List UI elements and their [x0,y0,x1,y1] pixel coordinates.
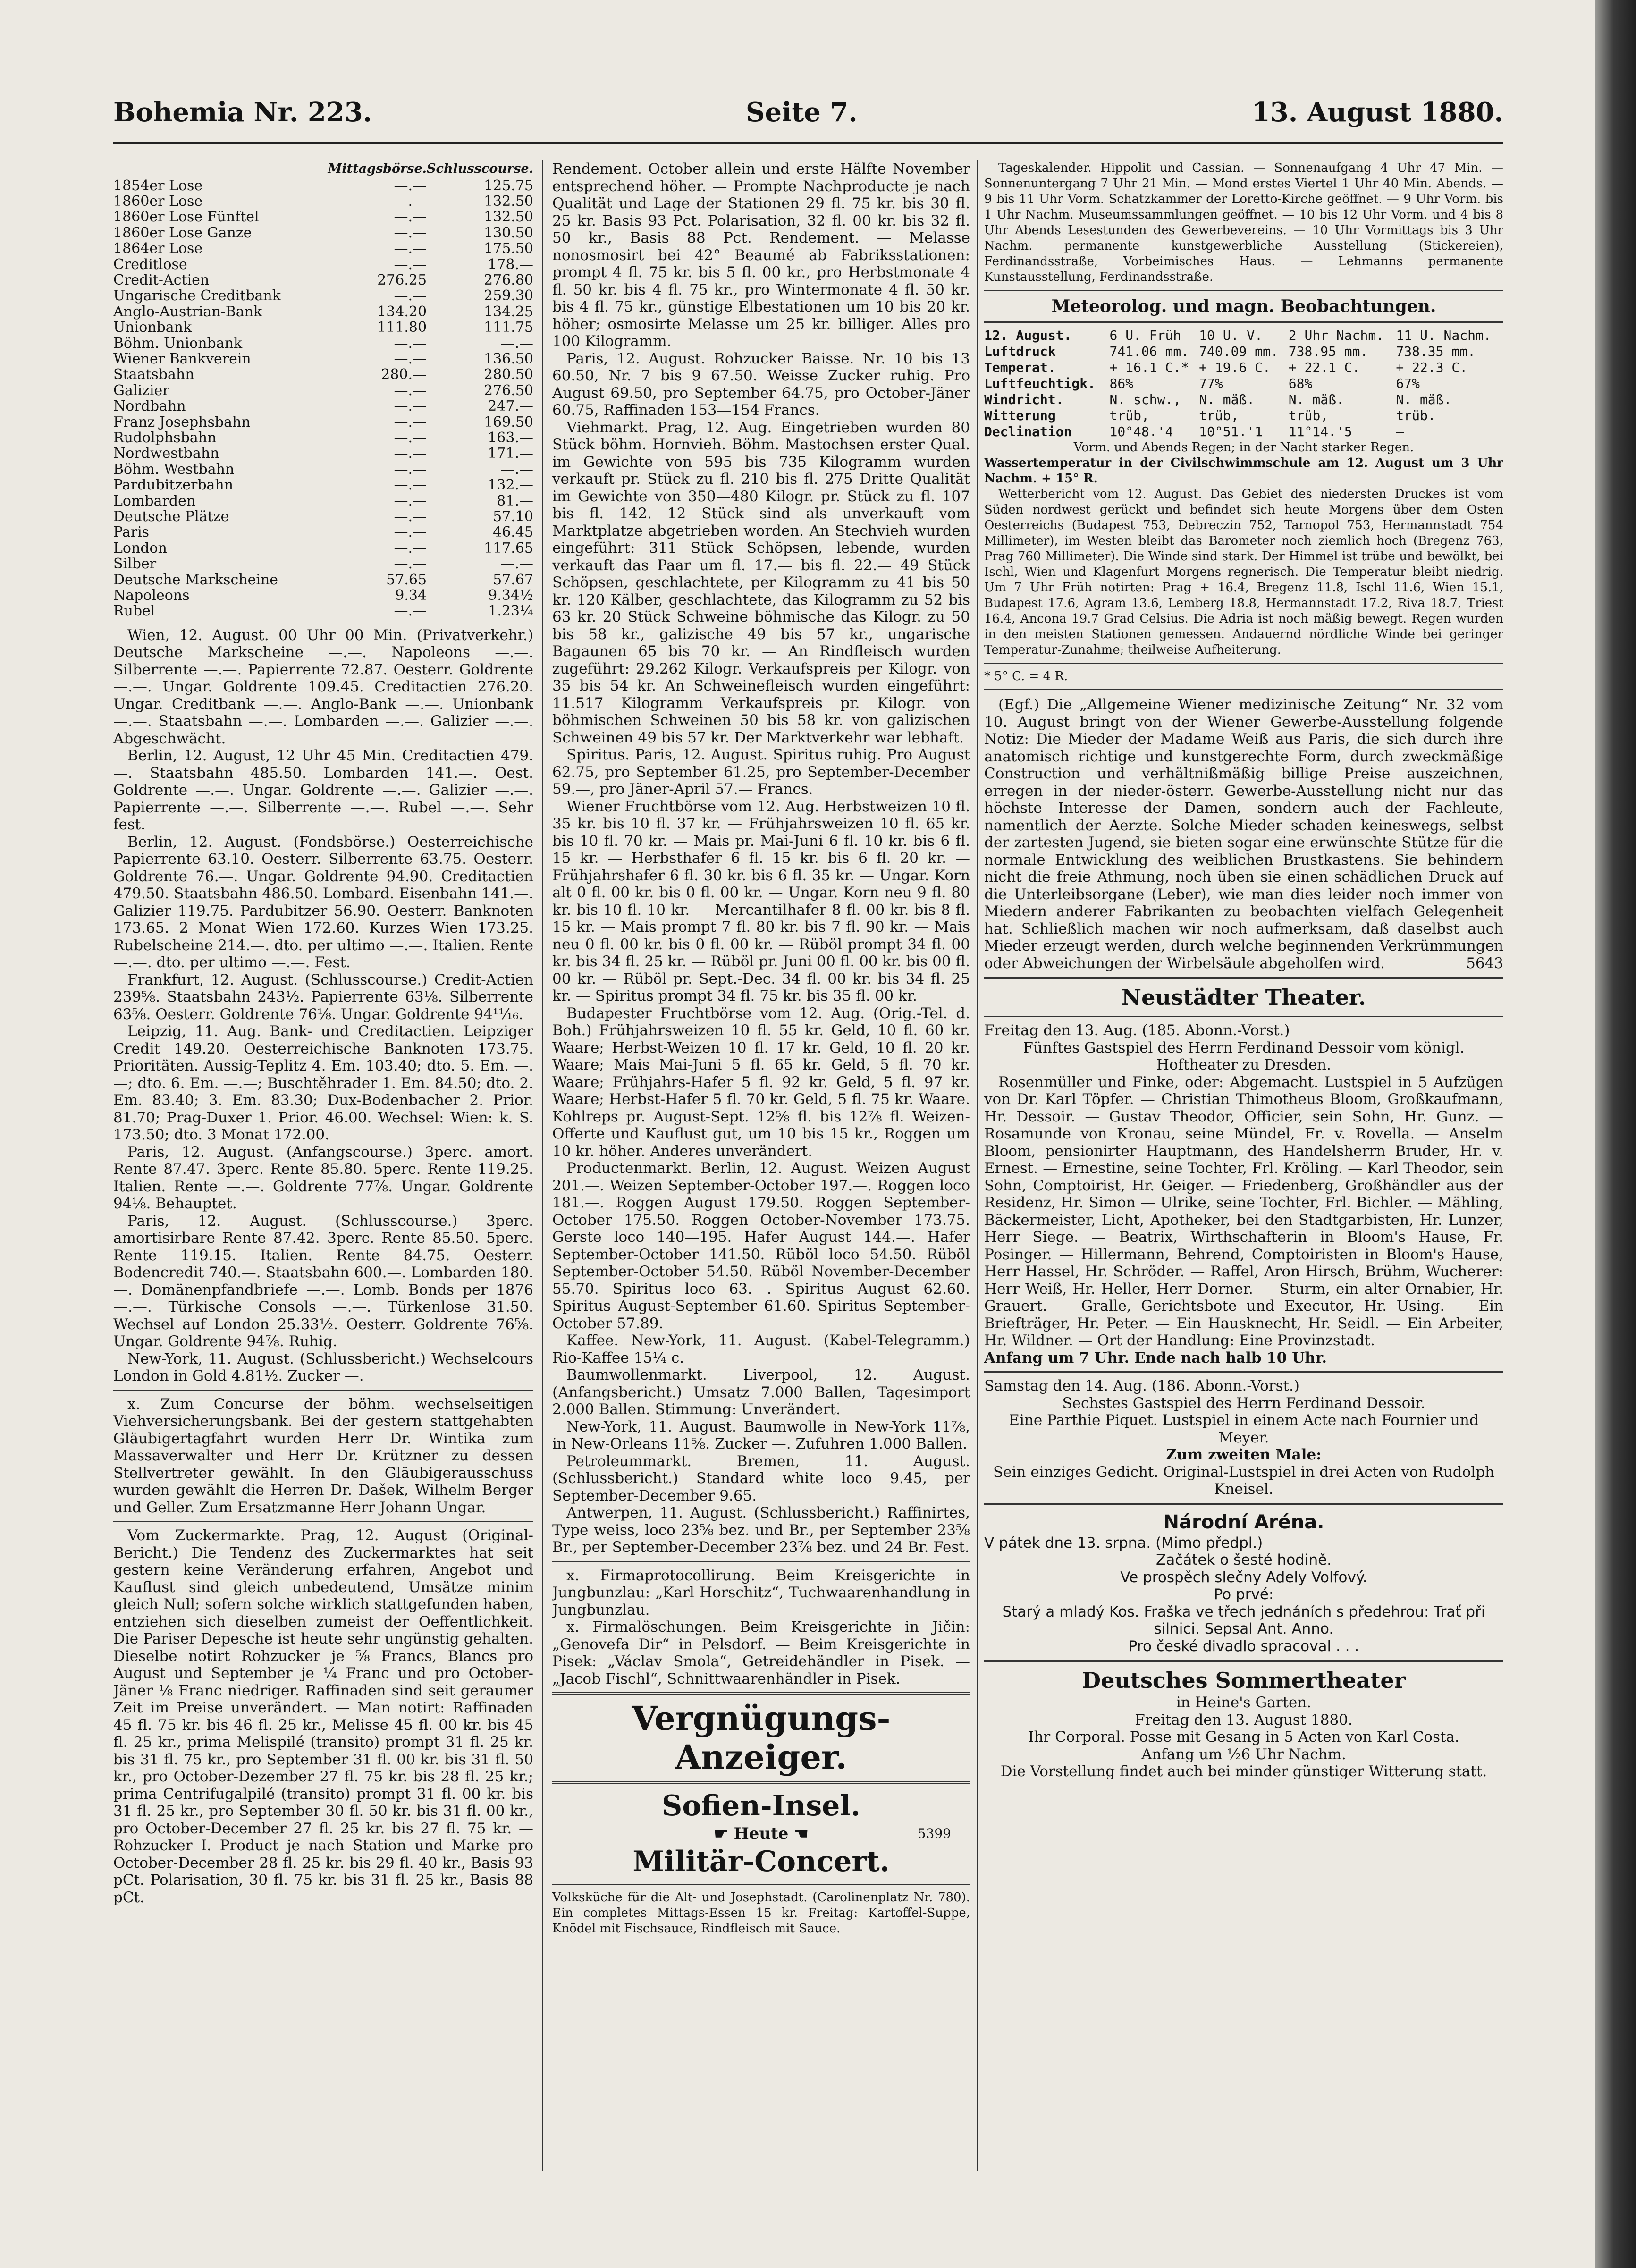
meteorology-cell: + 22.1 C. [1288,360,1360,375]
meteorology-cell: Witterung [984,408,1056,423]
meteorology-cell: 741.06 mm. [1109,344,1189,359]
notice-mieder-text: (Egf.) Die „Allgemeine Wiener medizinische Zeitung“ Nr. 32 vom 10. August bringt von der Wiener Gewerbe-Ausstellung folgende Notiz: Die Mieder der Madame Weiß aus Paris, die sich durch ihre anatomisch richtige und kunstgerechte Form, durch zweckmäßige Construction und verhältnißmäßig billige Preise auszeichnen, erregen in der nieder-österr. Gewerbe-Ausstellung nicht nur das höchste Interesse der Damen, sondern auch der Fachleute, namentlich der Aerzte. Solche Mieder schaden keineswegs, selbst der zartesten Jugend, sie bieten sogar eine erwünschte Stütze für die normale Entwicklung des weiblichen Brustkastens. Sie behindern nicht die freie Athmung, noch üben sie einen schädlichen Druck auf die Unterleibsorgane (Leber), wie man dies leider noch immer von Miedern anderer Fabrikanten zu beobachten vielfach Gelegenheit hat. Schließlich machen wir noch aufmerksam, daß daselbst auch Mieder erzeugt werden, durch welche beginnenden Verkrümmungen oder Abweichungen der Wirbelsäule abgeholfen wird. [984,696,1503,972]
meteorology-cell: 10 U. V. [1199,328,1263,343]
report-paris-sugar: Paris, 12. August. Rohzucker Baisse. Nr. 10 bis 13 60.50, Nr. 7 bis 9 67.50. Weisse Zucker ruhig. Pro August 69.50, pro September 64.75, pro October-Jäner 60.75, Raffinaden 153—154 Francs. [552,350,970,419]
meteorology-cell: trüb, [1199,408,1239,423]
arena-line: V pátek dne 13. srpna. (Mimo předpl.) [984,1534,1263,1551]
quote-close: 276.80 [484,271,533,288]
report-productenmarkt: Productenmarkt. Berlin, 12. August. Weizen August 201.—. Weizen September-October 197.—. Roggen loco 181.—. Roggen August 179.50. Roggen September-October 175.50. Roggen October-November 173.75. Gerste loco 140—195. Hafer August 144.—. Hafer September-October 141.50. Rüböl loco 54.50. Rüböl September-October 54.50. Rüböl November-December 55.70. Spiritus loco 63.—. Spiritus August 62.60. Spiritus August-September 61.60. Spiritus September-October 57.89. [552,1160,970,1332]
ad-volkskueche: Volksküche für die Alt- und Josephstadt. (Carolinenplatz Nr. 780). Ein completes Mittags-Essen 15 kr. Freitag: Kartoffel-Suppe, Knödel mit Fischsauce, Rindfleisch mit Sauce. [552,1890,970,1936]
quote-name: Wiener Bankverein [113,351,251,367]
ad-number: 5399 [917,1826,951,1841]
report-new-york: New-York, 11. August. (Schlussbericht.) Wechselcours London in Gold 4.81½. Zucker —. [113,1350,533,1385]
quote-row [113,446,533,461]
divider [984,1016,1503,1017]
quote-name: Staatsbahn [113,367,194,383]
sugar-continued: Rendement. October allein und erste Hälfte November entsprechend höher. — Prompte Nachproducte je nach Qualität und Lage der Stationen 29 fl. 75 kr. bis 30 fl. 25 kr. Basis 93 Pct. Polarisation, 32 fl. 00 kr. bis 32 fl. 50 kr., Basis 88 Pct. Rendement. — Melasse nonosmosirt bei 42° Beaumé ab Fabriksstationen: prompt 4 fl. 75 kr. bis 5 fl. 00 kr., pro Herbstmonate 4 fl. 50 kr. bis 4 fl. 75 kr., pro Wintermonate 4 fl. 50 kr. bis 4 fl. 75 kr., günstige Elbestationen um 10 bis 20 kr. höher; osmosirte Melasse um 25 kr. billiger. Alles pro 100 Kilogramm. [552,160,970,350]
notice-firmaprotocollirung: x. Firmaprotocollirung. Beim Kreisgerichte in Jungbunzlau: „Karl Horschitz“, Tuchwaarenhandlung in Jungbunzlau. [552,1567,970,1619]
quote-mid: —.— [394,287,427,304]
ad-sofien-insel-title: Sofien-Insel. [662,1789,860,1822]
quote-close: —.— [500,556,533,573]
meteorology-row [984,424,1503,440]
divider [113,1390,533,1391]
quote-row [113,414,533,430]
quote-mid: —.— [394,398,427,415]
quote-close: 163.— [488,430,533,446]
pointing-hand-icon: ☛ [714,1824,734,1843]
notice-number: 5643 [1466,954,1503,972]
quote-name: Unionbank [113,320,192,336]
arena-title: Národní Aréna. [1163,1511,1324,1533]
masthead-rule [113,142,1503,144]
report-baumwolle: Baumwollenmarkt. Liverpool, 12. August. (Anfangsbericht.) Umsatz 7.000 Ballen, Tagesimport 2.000 Ballen. Stimmung: Unverändert. [552,1366,970,1418]
quote-mid: —.— [394,193,427,210]
quote-close: 171.— [488,445,533,462]
column-3 [984,160,1503,2190]
masthead-issue: Bohemia Nr. 223. [113,97,372,128]
arena-line: Po prvé: [1214,1586,1274,1603]
quote-close: 117.65 [484,540,533,556]
theater-line: Sein einziges Gedicht. Original-Lustspiel in drei Acten von Rudolph Kneisel. [993,1463,1494,1498]
quote-mid: —.— [394,603,427,620]
quote-name: Franz Josephsbahn [113,414,251,430]
report-paris-close: Paris, 12. August. (Schlusscourse.) 3perc. amortisirbare Rente 87.42. 3perc. Rente 85.50. 5perc. Rente 119.15. Italien. Rente 84.75. Oesterr. Bodencredit 740.—. Staatsbahn 600.—. Lombarden 180.—. Domänenpfandbriefe —.—. Lomb. Bonds per 1876 —.—. Türkische Consols —.—. Türkenlose 31.50. Wechsel auf London 25.33½. Oesterr. Goldrente 76⅝. Ungar. Goldrente 94⅞. Ruhig. [113,1212,533,1350]
quote-row [113,304,533,320]
quote-name: 1864er Lose [113,241,203,257]
quote-close: 111.75 [484,319,533,336]
quote-row [113,367,533,382]
masthead-date: 13. August 1880. [1251,97,1503,128]
quote-close: 276.50 [484,382,533,399]
theater-neustaedter-title: Neustädter Theater. [1122,985,1366,1010]
meteorology-cell: 738.95 mm. [1288,344,1368,359]
quote-name: Silber [113,556,157,572]
divider [552,1781,970,1784]
theater-line: Zum zweiten Male: [1166,1446,1322,1463]
quote-close: 81.— [497,492,533,509]
theater-line: Fünftes Gastspiel des Herrn Ferdinand Dessoir vom königl. Hoftheater zu Dresden. [1023,1039,1465,1073]
report-berlin-fonds: Berlin, 12. August. (Fondsbörse.) Oesterreichische Papierrente 63.10. Oesterr. Silberrente 63.75. Oesterr. Goldrente 76.—. Ungar. Goldrente 94.90. Creditactien 479.50. Staatsbahn 486.50. Lombard. Eisenbahn 141.—. Galizier 119.75. Pardubitzer 56.90. Oesterr. Banknoten 173.65. 2 Monat Wien 172.60. Kurzes Wien 173.25. Rubelscheine 214.—. dto. per ultimo —.—. Italien. Rente —.—. dto. per ultimo —.—. Fest. [113,833,533,971]
report-kaffee: Kaffee. New-York, 11. August. (Kabel-Telegramm.) Rio-Kaffee 15¼ c. [552,1332,970,1366]
meteorology-cell: 77% [1199,376,1223,391]
quote-name: Rudolphsbahn [113,430,217,446]
quote-mid: —.— [394,508,427,525]
quote-mid: 9.34 [395,587,427,604]
pointing-hand-icon: ☚ [788,1824,809,1843]
meteorology-cell: 10°48.'4 [1109,424,1173,439]
page-edge-shadow [1595,0,1636,2268]
report-berlin: Berlin, 12. August, 12 Uhr 45 Min. Creditactien 479.—. Staatsbahn 485.50. Lombarden 141.—. Oest. Goldrente —.—. Ungar. Goldrente —.—. Galizier —.—. Papierrente —.—. Silberrente —.—. Rubel —.—. Sehr fest. [113,747,533,834]
quote-name: Lombarden [113,493,196,509]
ad-section-title: Vergnügungs-Anzeiger. [632,1699,891,1777]
quote-name: Böhm. Westbahn [113,461,235,478]
footnote: * 5° C. = 4 R. [984,669,1068,683]
quote-close: 136.50 [484,350,533,367]
quote-name: Rubel [113,603,155,619]
notice-mieder [984,696,1503,972]
quote-mid: —.— [394,177,427,194]
quote-row [113,540,533,556]
quote-row [113,336,533,351]
meteorology-cell: Windricht. [984,392,1064,407]
divider [113,1521,533,1522]
quote-mid: —.— [394,209,427,226]
report-wiener-fruchtboerse: Wiener Fruchtbörse vom 12. Aug. Herbstweizen 10 fl. 35 kr. bis 10 fl. 37 kr. — Frühjahrsweizen 10 fl. 65 kr. bis 10 fl. 70 kr. — Mais pr. Mai-Juni 6 fl. 10 kr. bis 6 fl. 15 kr. — Herbsthafer 6 fl. 15 kr. bis 6 fl. 20 kr. — Frühjahrshafer 6 fl. 30 kr. bis 6 fl. 35 kr. — Ungar. Korn alt 0 fl. 00 kr. bis 0 fl. 00 kr. — Ungar. Korn neu 9 fl. 80 kr. bis 10 fl. 10 kr. — Mercantilhafer 8 fl. 00 kr. bis 8 fl. 15 kr. — Mais prompt 7 fl. 80 kr. bis 7 fl. 90 kr. — Mais neu 0 fl. 00 kr. bis 0 fl. 00 kr. — Rüböl prompt 34 fl. 00 kr. bis 34 fl. 25 kr. — Rüböl pr. Juni 00 fl. 00 kr. bis 00 fl. 00 kr. — Rüböl pr. Sept.-Dec. 34 fl. 00 kr. bis 34 fl. 25 kr. — Spiritus prompt 34 fl. 75 kr. bis 35 fl. 00 kr. [552,798,970,1004]
quote-row [113,603,533,619]
meteorology-cell: + 22.3 C. [1396,360,1468,375]
quote-name: Credit-Actien [113,272,210,288]
meteorology-cell: 740.09 mm. [1199,344,1279,359]
quote-name: Böhm. Unionbank [113,335,243,351]
quote-name: Deutsche Markscheine [113,572,278,588]
divider [984,290,1503,291]
quotes-header-close: Schlusscourse. [427,161,533,176]
quote-row [113,477,533,493]
quote-name: 1860er Lose Fünftel [113,209,259,225]
quote-mid: —.— [394,256,427,273]
quote-close: 169.50 [484,413,533,430]
quote-name: Napoleons [113,588,190,604]
quote-name: 1854er Lose [113,177,203,194]
divider [984,1660,1503,1662]
meteorology-cell: N. mäß. [1288,392,1344,407]
wassertemperatur: Wassertemperatur in der Civilschwimmschule am 12. August um 3 Uhr Nachm. + 15° R. [984,456,1503,486]
quote-close: 57.67 [493,571,533,588]
theater-line: Sechstes Gastspiel des Herrn Ferdinand Dessoir. [1062,1394,1425,1412]
meteorology-cell: Luftdruck [984,344,1056,359]
meteorology-cell: trüb, [1109,408,1149,423]
meteorology-cell: 2 Uhr Nachm. [1288,328,1384,343]
report-spiritus: Spiritus. Paris, 12. August. Spiritus ruhig. Pro August 62.75, pro September 61.25, pro September-December 59.—, pro Jäner-April 57.— Francs. [552,746,970,798]
meteorology-cell: trüb. [1396,408,1436,423]
theater-line: Eine Parthie Piquet. Lustspiel in einem Acte nach Fournier und Meyer. [1009,1412,1479,1446]
column-divider [542,160,543,2171]
sommertheater-title: Deutsches Sommertheater [1082,1668,1406,1693]
meteorology-title: Meteorolog. und magn. Beobachtungen. [1051,296,1436,316]
quote-mid: —.— [394,540,427,556]
meteorology-cell: 10°51.'1 [1199,424,1263,439]
quote-mid: 280.— [381,366,427,383]
quote-row [113,383,533,398]
quote-mid: —.— [394,382,427,399]
quote-row [113,209,533,225]
quote-mid: —.— [394,224,427,241]
quote-mid: —.— [394,556,427,573]
meteorology-cell: 738.35 mm. [1396,344,1476,359]
quote-row [113,556,533,572]
meteorology-cell: — [1396,424,1404,439]
quote-close: 125.75 [484,177,533,194]
quote-mid: —.— [394,430,427,446]
report-petroleum: Petroleummarkt. Bremen, 11. August. (Schlussbericht.) Standard white loco 9.45, per September-December 9.65. [552,1452,970,1504]
quote-name: Creditlose [113,256,187,272]
quote-close: 259.30 [484,287,533,304]
quote-name: London [113,540,167,556]
quote-close: 9.34½ [488,587,533,604]
quote-close: 178.— [488,256,533,273]
quote-row [113,320,533,335]
quote-close: —.— [500,461,533,478]
quote-row [113,351,533,367]
meteorology-cell: + 19.6 C. [1199,360,1271,375]
quote-name: Galizier [113,382,169,399]
quote-row [113,588,533,603]
quote-row [113,430,533,446]
quote-close: 46.45 [493,524,533,541]
meteorology-row [984,408,1503,424]
meteorology-cell: 67% [1396,376,1420,391]
divider [984,1503,1503,1505]
ad-militaer-concert: Militär-Concert. [632,1845,890,1878]
article-concurs: x. Zum Concurse der böhm. wechselseitigen Viehversicherungsbank. Bei der gestern stattgehabten Gläubigertagfahrt wurden Herr Dr. Wintika zum Massaverwalter und Herr Dr. Krützner zu dessen Stellvertreter gewählt. In den Gläubigerausschuss wurden gewählt die Herren Dr. Dašek, Wilhelm Berger und Geller. Zum Ersatzmanne Herr Johann Ungar. [113,1395,533,1516]
article-zuckermarkt: Vom Zuckermarkte. Prag, 12. August (Original-Bericht.) Die Tendenz des Zuckermarktes hat seit gestern keine Veränderung erfahren, Angebot und Kauflust sind gleich unbedeutend, Umsätze minim gleich Null; sofern solche wirklich stattgefunden haben, entziehen sich dieselben zumeist der Oeffentlichkeit. Die Pariser Depesche ist heute sehr ungünstig gehalten. Dieselbe notirt Rohzucker je ⅝ Francs, Blancs pro August und September je ¼ Franc und pro October-Jäner ⅛ Franc niedriger. Raffinaden sind seit geraumer Zeit im Preise unverändert. — Man notirt: Raffinaden 45 fl. 75 kr. bis 46 fl. 25 kr., Melisse 45 fl. 00 kr. bis 45 fl. 25 kr., prima Melispilé (transito) prompt 31 fl. 25 kr. bis 31 fl. 75 kr., pro September 31 fl. 00 kr. bis 31 fl. 50 kr., pro October-Dezember 27 fl. 75 kr. bis 28 fl. 25 kr.; prima Centrifugalpilé (transito) prompt 31 fl. 00 kr. bis 31 fl. 25 kr., pro September 30 fl. 50 kr. bis 31 fl. 00 kr., pro October-December 27 fl. 25 kr. bis 27 fl. 75 kr. — Rohzucker I. Product je nach Station und Marke pro October-December 28 fl. 25 kr. bis 29 fl. 40 kr., Basis 93 pCt. Polarisation, 30 fl. 75 kr. bis 31 fl. 25 kr., Basis 88 pCt. [113,1527,533,1906]
report-paris-open: Paris, 12. August. (Anfangscourse.) 3perc. amort. Rente 87.47. 3perc. Rente 85.80. 5perc. Rente 119.25. Italien. Rente —.—. Goldrente 77⅞. Ungar. Goldrente 94⅛. Behauptet. [113,1143,533,1213]
sommertheater-line: in Heine's Garten. [1176,1694,1312,1711]
sommertheater-line: Die Vorstellung findet auch bei minder günstiger Witterung statt. [1000,1763,1487,1780]
arena-line: Začátek o šesté hodině. [1155,1551,1332,1568]
quote-row [113,257,533,272]
meteorology-note: Vorm. und Abends Regen; in der Nacht starker Regen. [1073,440,1414,455]
quote-mid: —.— [394,477,427,494]
divider [984,977,1503,979]
ad-sofien-insel-today [552,1823,970,1844]
ad-today-label: Heute [734,1824,789,1843]
theater-times: Anfang um 7 Uhr. Ende nach halb 10 Uhr. [984,1349,1327,1366]
sommertheater-line: Anfang um ½6 Uhr Nachm. [1141,1745,1346,1763]
meteorology-cell: 11 U. Nachm. [1396,328,1492,343]
quote-mid: 57.65 [386,571,427,588]
quote-close: 175.50 [484,240,533,257]
meteorology-cell: 11°14.'5 [1288,424,1352,439]
quote-row [113,493,533,509]
quote-row [113,178,533,194]
quote-row [113,272,533,288]
sommertheater-line: Ihr Corporal. Posse mit Gesang in 5 Acten von Karl Costa. [1028,1728,1459,1745]
quote-name: 1860er Lose Ganze [113,225,252,241]
report-budapest: Budapester Fruchtbörse vom 12. Aug. (Orig.-Tel. d. Boh.) Frühjahrsweizen 10 fl. 55 kr. Geld, 10 fl. 60 kr. Waare; Herbst-Weizen 10 fl. 17 kr. Geld, 10 fl. 20 kr. Waare; Mais Mai-Juni 5 fl. 65 kr. Geld, 5 fl. 70 kr. Waare; Frühjahrs-Hafer 5 fl. 92 kr. Geld, 5 fl. 97 kr. Waare; Herbst-Hafer 5 fl. 70 kr. Geld, 5 fl. 75 kr. Waare. Kohlreps pr. August-Sept. 12⅝ fl. bis 12⅞ fl. Weizen-Offerte und Kauflust gut, um 10 bis 15 kr., Roggen um 10 kr. höher. Anderes unverändert. [552,1004,970,1160]
quote-mid: —.— [394,461,427,478]
stock-quotes-table [113,160,533,619]
quote-name: Pardubitzerbahn [113,477,234,493]
quote-close: 57.10 [493,508,533,525]
quote-mid: —.— [394,492,427,509]
quote-row [113,288,533,304]
quote-name: Paris [113,524,150,540]
quote-name: Anglo-Austrian-Bank [113,304,262,320]
quote-mid: 276.25 [377,271,427,288]
meteorology-cell: Temperat. [984,360,1056,375]
quote-row [113,524,533,540]
meteorology-row [984,376,1503,392]
wetterbericht: Wetterbericht vom 12. August. Das Gebiet des niedersten Druckes ist vom Süden nordwest gerückt und befindet sich heute Morgens über dem Osten Oesterreichs (Budapest 753, Debreczin 752, Tarnopol 753, Hermannstadt 754 Millimeter), im Westen bleibt das Barometer noch ziemlich hoch (Bregenz 763, Prag 760 Millimeter). Die Winde sind stark. Der Himmel ist trübe und bewölkt, bei Ischl, Wien und Klagenfurt Morgens regnerisch. Die Temperatur bleibt niedrig. Um 7 Uhr Früh notirten: Prag + 16.4, Bregenz 11.8, Ischl 11.6, Wien 15.1, Budapest 17.6, Agram 13.6, Lemberg 18.8, Hermannstadt 17.2, Riva 18.7, Triest 16.4, Ancona 19.7 Grad Celsius. Die Adria ist noch mäßig bewegt. Regen wurden in den meisten Stationen gemessen. Andauernd nördliche Winde bei geringer Temperatur-Zunahme; theilweise Aufheiterung. [984,487,1503,657]
quote-close: 132.50 [484,193,533,210]
meteorology-cell: N. mäß. [1199,392,1255,407]
quote-name: Nordbahn [113,398,186,414]
quote-close: 134.25 [484,303,533,320]
arena-line: Starý a mladý Kos. Fraška ve třech jednáních s předehrou: Trať při silnici. Sepsal Ant. Anno. [1002,1603,1485,1637]
meteorology-cell: N. schw., [1109,392,1181,407]
column-2 [552,160,970,2190]
meteorology-table [984,328,1503,440]
report-wien: Wien, 12. August. 00 Uhr 00 Min. (Privatverkehr.) Deutsche Markscheine —.—. Napoleons —.—. Silberrente —.—. Papierrente 72.87. Oesterr. Goldrente —.—. Ungar. Goldrente 109.45. Creditactien 276.20. Ungar. Creditbank —.—. Anglo-Bank —.—. Unionbank —.—. Staatsbahn —.—. Lombarden —.—. Galizier —.—. Abgeschwächt. [113,626,533,747]
meteorology-row [984,344,1503,360]
quote-close: 132.50 [484,209,533,226]
theater-line: Freitag den 13. Aug. (185. Abonn.-Vorst.) [984,1022,1290,1039]
meteorology-cell: 12. August. [984,328,1072,343]
quote-close: 130.50 [484,224,533,241]
quote-close: 1.23¼ [488,603,533,620]
theater-cast: Rosenmüller und Finke, oder: Abgemacht. Lustspiel in 5 Aufzügen von Dr. Karl Töpfer. — Christian Thimotheus Bloom, Großkaufmann, Hr. Dessoir. — Gustav Theodor, Officier, sein Sohn, Hr. Gunz. — Rosamunde von Kronau, seine Mündel, Fr. v. Rovella. — Anselm Bloom, pensionirter Hauptmann, des Handelsherrn Bruder, Hr. v. Ernest. — Ernestine, seine Tochter, Frl. Kröling. — Karl Theodor, sein Sohn, Comptoirist, Hr. Geiger. — Friedenberg, Großhändler aus der Residenz, Hr. Simon — Ulrike, seine Tochter, Frl. Bichler. — Mähling, Bäckermeister, Licht, Apotheker, bei den Stadtgarbisten, Hr. Lunzer, Herr Siege. — Beatrix, Wirthschafterin in Bloom's Hause, Fr. Posinger. — Hillermann, Behrend, Comptoiristen in Bloom's Hause, Herr Hassel, Hr. Schröder. — Raffel, Aron Hirsch, Brühm, Wucherer: Herr Weiß, Hr. Heller, Herr Dorner. — Sturm, ein alter Ornabier, Hr. Grauert. — Gralle, Gerichtsbote und Executor, Hr. Using. — Ein Briefträger, Hr. Peter. — Ein Hausknecht, Hr. Seidl. — Ein Arbeiter, Hr. Wildner. — Ort der Handlung: Eine Provinzstadt. [984,1073,1503,1349]
meteorology-cell: N. mäß. [1396,392,1452,407]
quote-mid: —.— [394,445,427,462]
quote-row [113,509,533,524]
divider [984,663,1503,664]
quote-mid: 111.80 [377,319,427,336]
meteorology-cell: + 16.1 C.* [1109,360,1189,375]
quote-mid: —.— [394,413,427,430]
quote-row [113,398,533,414]
quote-name: Ungarische Creditbank [113,288,281,304]
quote-row [113,194,533,209]
quote-close: 280.50 [484,366,533,383]
quote-name: Deutsche Plätze [113,509,229,525]
divider [552,1692,970,1695]
divider [984,321,1503,323]
quotes-header-mid: Mittagsbörse. [328,161,427,176]
divider [984,689,1503,691]
report-frankfurt: Frankfurt, 12. August. (Schlusscourse.) Credit-Actien 239⅝. Staatsbahn 243½. Papierrente 63⅛. Silberrente 63⅝. Oesterr. Goldrente 76⅛. Ungar. Goldrente 94¹¹⁄₁₆. [113,971,533,1023]
quote-row [113,225,533,241]
meteorology-cell: 86% [1109,376,1134,391]
quote-close: 247.— [488,398,533,415]
masthead-page: Seite 7. [746,97,858,128]
tageskalender: Tageskalender. Hippolit und Cassian. — Sonnenaufgang 4 Uhr 47 Min. — Sonnenuntergang 7 Uhr 21 Min. — Mond erstes Viertel 1 Uhr 40 Min. Abends. — 9 bis 11 Uhr Vorm. Schatzkammer der Loretto-Kirche geöffnet. — 9 Uhr Vorm. bis 1 Uhr Nachm. Museumssammlungen geöffnet. — 10 bis 12 Uhr Vorm. und 4 bis 8 Uhr Abends Lesestunden des Gewerbevereins. — 10 Uhr Vormittags bis 3 Uhr Nachm. permanente kunstgewerbliche Ausstellung (Stickereien), Ferdinandsstraße, Vorbeimisches Haus. — Lehmanns permanente Kunstausstellung, Ferdinandsstraße. [984,161,1503,284]
quote-mid: —.— [394,335,427,352]
quote-row [113,462,533,477]
quote-name: 1860er Lose [113,193,203,210]
meteorology-row [984,328,1503,344]
quote-row [113,572,533,588]
quote-close: 132.— [488,477,533,494]
stock-quotes-body [113,178,533,619]
quote-mid: 134.20 [377,303,427,320]
quote-mid: —.— [394,240,427,257]
quote-mid: —.— [394,350,427,367]
meteorology-body [984,328,1503,440]
masthead [113,97,1503,135]
report-leipzig: Leipzig, 11. Aug. Bank- und Creditactien. Leipziger Credit 149.20. Oesterreichische Banknoten 173.75. Prioritäten. Aussig-Teplitz 4. Em. 103.40; dto. 5. Em. —.—; dto. 6. Em. —.—; Buschtěhrader 1. Em. 84.50; dto. 2. Em. 83.40; 3. Em. 83.30; Dux-Bodenbacher 2. Prior. 81.70; Prag-Duxer 1. Prior. 46.00. Wechsel: Wien: k. S. 173.50; dto. 3 Monat 172.00. [113,1023,533,1144]
quote-close: —.— [500,335,533,352]
sommertheater-line: Freitag den 13. August 1880. [1135,1711,1353,1728]
quote-name: Nordwestbahn [113,446,219,462]
divider [552,1561,970,1562]
meteorology-row [984,360,1503,376]
column-1 [113,160,533,2190]
quote-mid: —.— [394,524,427,541]
meteorology-cell: 68% [1288,376,1313,391]
meteorology-cell: Luftfeuchtigk. [984,376,1096,391]
report-antwerpen: Antwerpen, 11. August. (Schlussbericht.) Raffinirtes, Type weiss, loco 23⅝ bez. und Br., per September 23⅝ Br., per September-December 23⅞ bez. und 24 Br. Fest. [552,1504,970,1556]
notice-firmaloeschungen: x. Firmalöschungen. Beim Kreisgerichte in Jičin: „Genovefa Dir“ in Pelsdorf. — Beim Kreisgerichte in Pisek: „Václav Smola“, Getreidehändler in Pisek. — „Jacob Fischl“, Schnittwaarenhändler in Pisek. [552,1619,970,1687]
report-viehmarkt: Viehmarkt. Prag, 12. Aug. Eingetrieben wurden 80 Stück böhm. Hornvieh. Böhm. Mastochsen erster Qual. im Gewichte von 595 bis 735 Kilogramm wurden verkauft pr. Stück zu fl. 210 bis fl. 275 Dritte Qualität im Gewichte von 350—480 Kilogr. pr. Stück zu fl. 107 bis fl. 142. 12 Stück sind als unverkauft vom Marktplatze abgetrieben worden. An Stechvieh wurden eingeführt: 311 Stück Schöpsen, lebende, wurden verkauft das Paar um fl. 17.— bis fl. 22.— 49 Stück Schöpsen, geschlachtete, per Kilogramm zu 41 bis 50 kr. 120 Kälber, geschlachtete, das Kilogramm zu 52 bis 63 kr. 20 Stück Schweine böhmische das Kilogr. zu 50 bis 58 kr., galizische 49 bis 57 kr., ungarische Bagaunen 65 bis 70 kr. — An Rindfleisch wurden zugeführt: 29.262 Kilogr. Verkaufspreis per Kilogr. von 35 bis 54 kr. An Schweinefleisch wurden eingeführt: 11.517 Kilogramm Verkaufspreis pr. Kilogr. von böhmischen Schweinen 50 bis 58 kr. von galizischen Schweinen 49 bis 57 kr. Der Marktverkehr war lebhaft. [552,419,970,746]
meteorology-cell: 6 U. Früh [1109,328,1181,343]
quote-row [113,241,533,256]
report-new-york-cotton: New-York, 11. August. Baumwolle in New-York 11⅞, in New-Orleans 11⅝. Zucker —. Zufuhren 1.000 Ballen. [552,1418,970,1452]
column-divider [977,160,978,2171]
theater-line: Samstag den 14. Aug. (186. Abonn.-Vorst.) [984,1377,1299,1394]
meteorology-cell: trüb, [1288,408,1329,423]
arena-line: Ve prospěch slečny Adely Volfový. [1120,1568,1367,1586]
arena-line: Pro české divadlo spracoval . . . [1128,1637,1359,1655]
quotes-spacer [113,160,328,178]
divider [552,1884,970,1885]
divider [984,1371,1503,1373]
meteorology-cell: Declination [984,424,1072,439]
meteorology-row [984,392,1503,408]
